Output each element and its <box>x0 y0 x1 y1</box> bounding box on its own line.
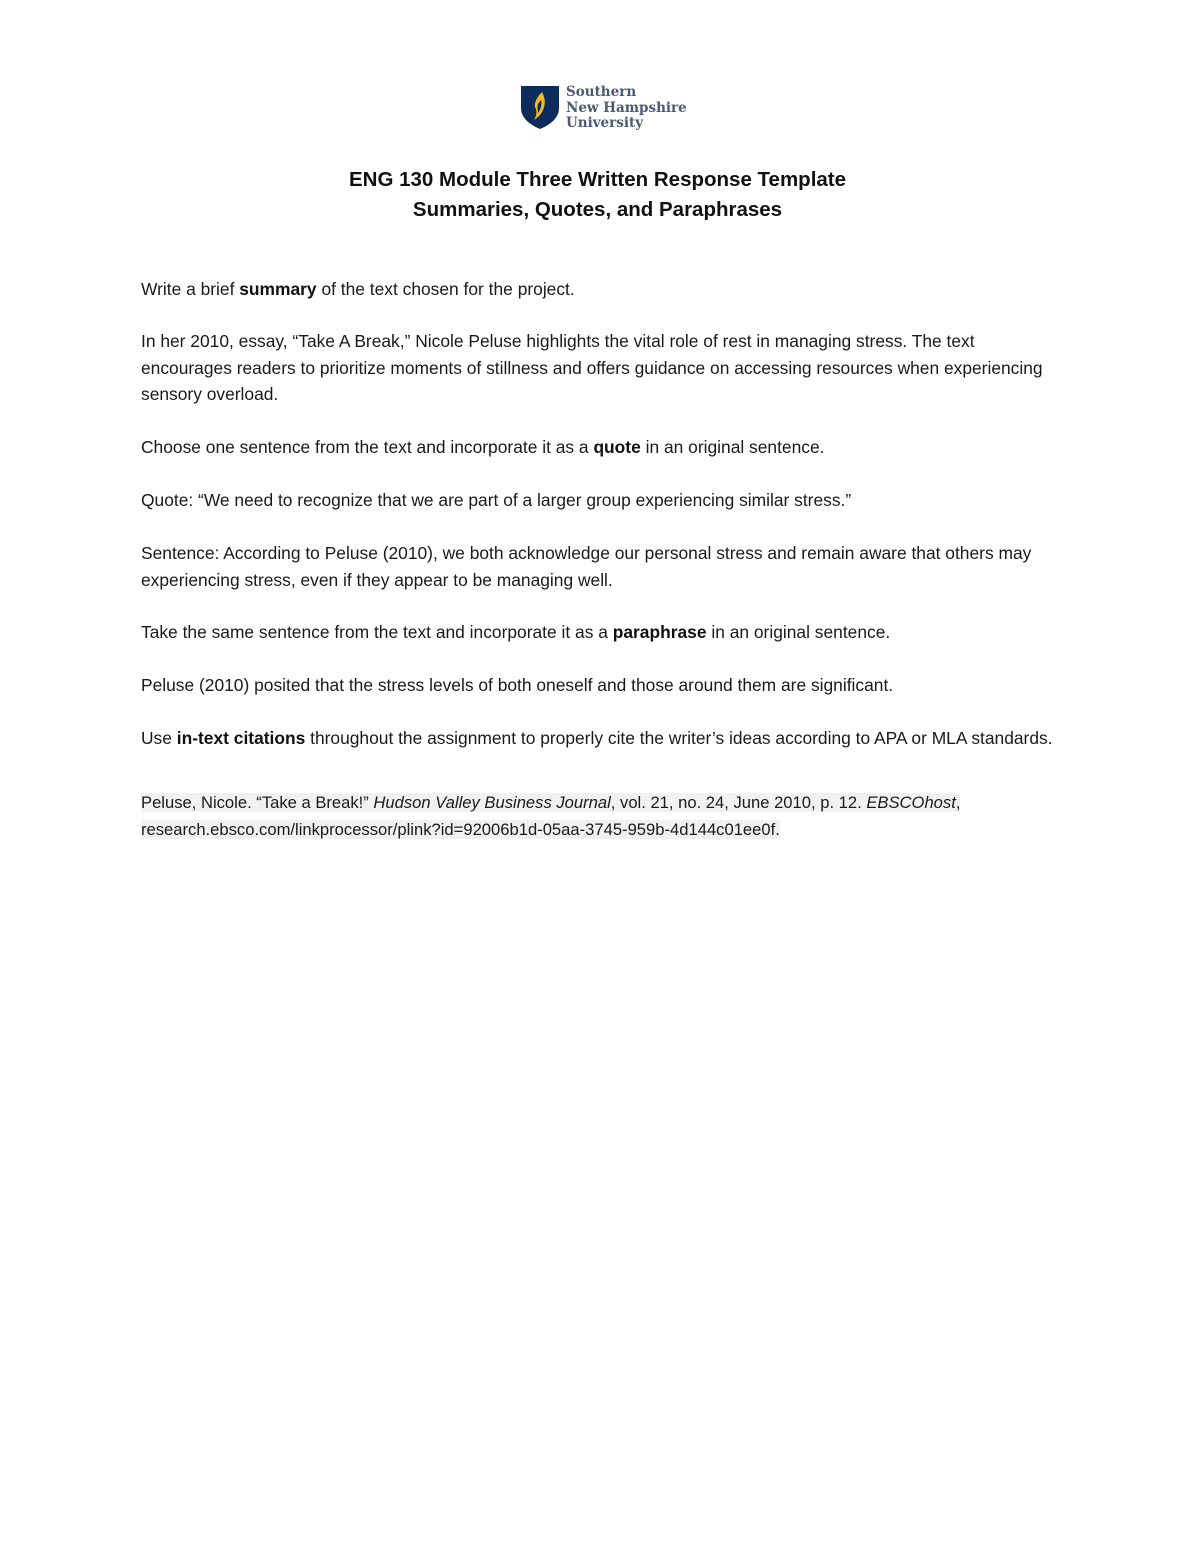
journal-title: Hudson Valley Business Journal <box>373 793 611 812</box>
logo-line-1: Southern <box>566 84 637 100</box>
university-logo <box>520 84 687 132</box>
shield-flame-icon <box>520 84 560 130</box>
sentence-answer: Sentence: According to Peluse (2010), we both acknowledge our personal stress and remain aware that others may experiencing stress, even if they appear to be managing well. <box>141 543 1032 590</box>
quote-keyword: quote <box>593 437 641 457</box>
logo-wordmark <box>566 84 687 132</box>
paraphrase-keyword: paraphrase <box>612 622 707 642</box>
document-title: ENG 130 Module Three Written Response Template <box>348 168 847 191</box>
citation-keyword: in-text citations <box>176 728 306 748</box>
database-name: EBSCOhost <box>866 793 956 812</box>
document-title-block <box>0 165 1195 225</box>
paraphrase-answer: Peluse (2010) posited that the stress levels of both oneself and those around them are significant. <box>141 675 894 695</box>
document-subtitle: Summaries, Quotes, and Paraphrases <box>412 198 783 221</box>
works-cited-entry: Peluse, Nicole. “Take a Break!” Hudson Valley Business Journal, vol. 21, no. 24, June 2010, p. 12. EBSCOhost, research.ebsco.com/linkprocessor/plink?id=92006b1d-05aa-3745-959b-4d144c01ee0f. <box>141 793 961 839</box>
summary-answer: In her 2010, essay, “Take A Break,” Nicole Peluse highlights the vital role of rest in managing stress. The text encourages readers to prioritize moments of stillness and offers guidance on accessing resources when experiencing sensory overload. <box>141 331 1043 404</box>
quote-answer: Quote: “We need to recognize that we are part of a larger group experiencing similar stress.” <box>141 490 852 510</box>
quote-prompt: Choose one sentence from the text and incorporate it as a quote in an original sentence. <box>141 437 825 457</box>
citation-url: research.ebsco.com/linkprocessor/plink?id=92006b1d-05aa-3745-959b-4d144c01ee0f. <box>141 819 780 839</box>
logo-line-3: University <box>566 115 644 131</box>
summary-keyword: summary <box>239 279 317 299</box>
logo-line-2: New Hampshire <box>566 99 687 116</box>
citation-prompt: Use in-text citations throughout the assignment to properly cite the writer’s ideas according to APA or MLA standards. <box>141 728 1053 748</box>
paraphrase-prompt: Take the same sentence from the text and incorporate it as a paraphrase in an original sentence. <box>141 622 891 642</box>
summary-prompt: Write a brief summary of the text chosen for the project. <box>141 279 575 299</box>
